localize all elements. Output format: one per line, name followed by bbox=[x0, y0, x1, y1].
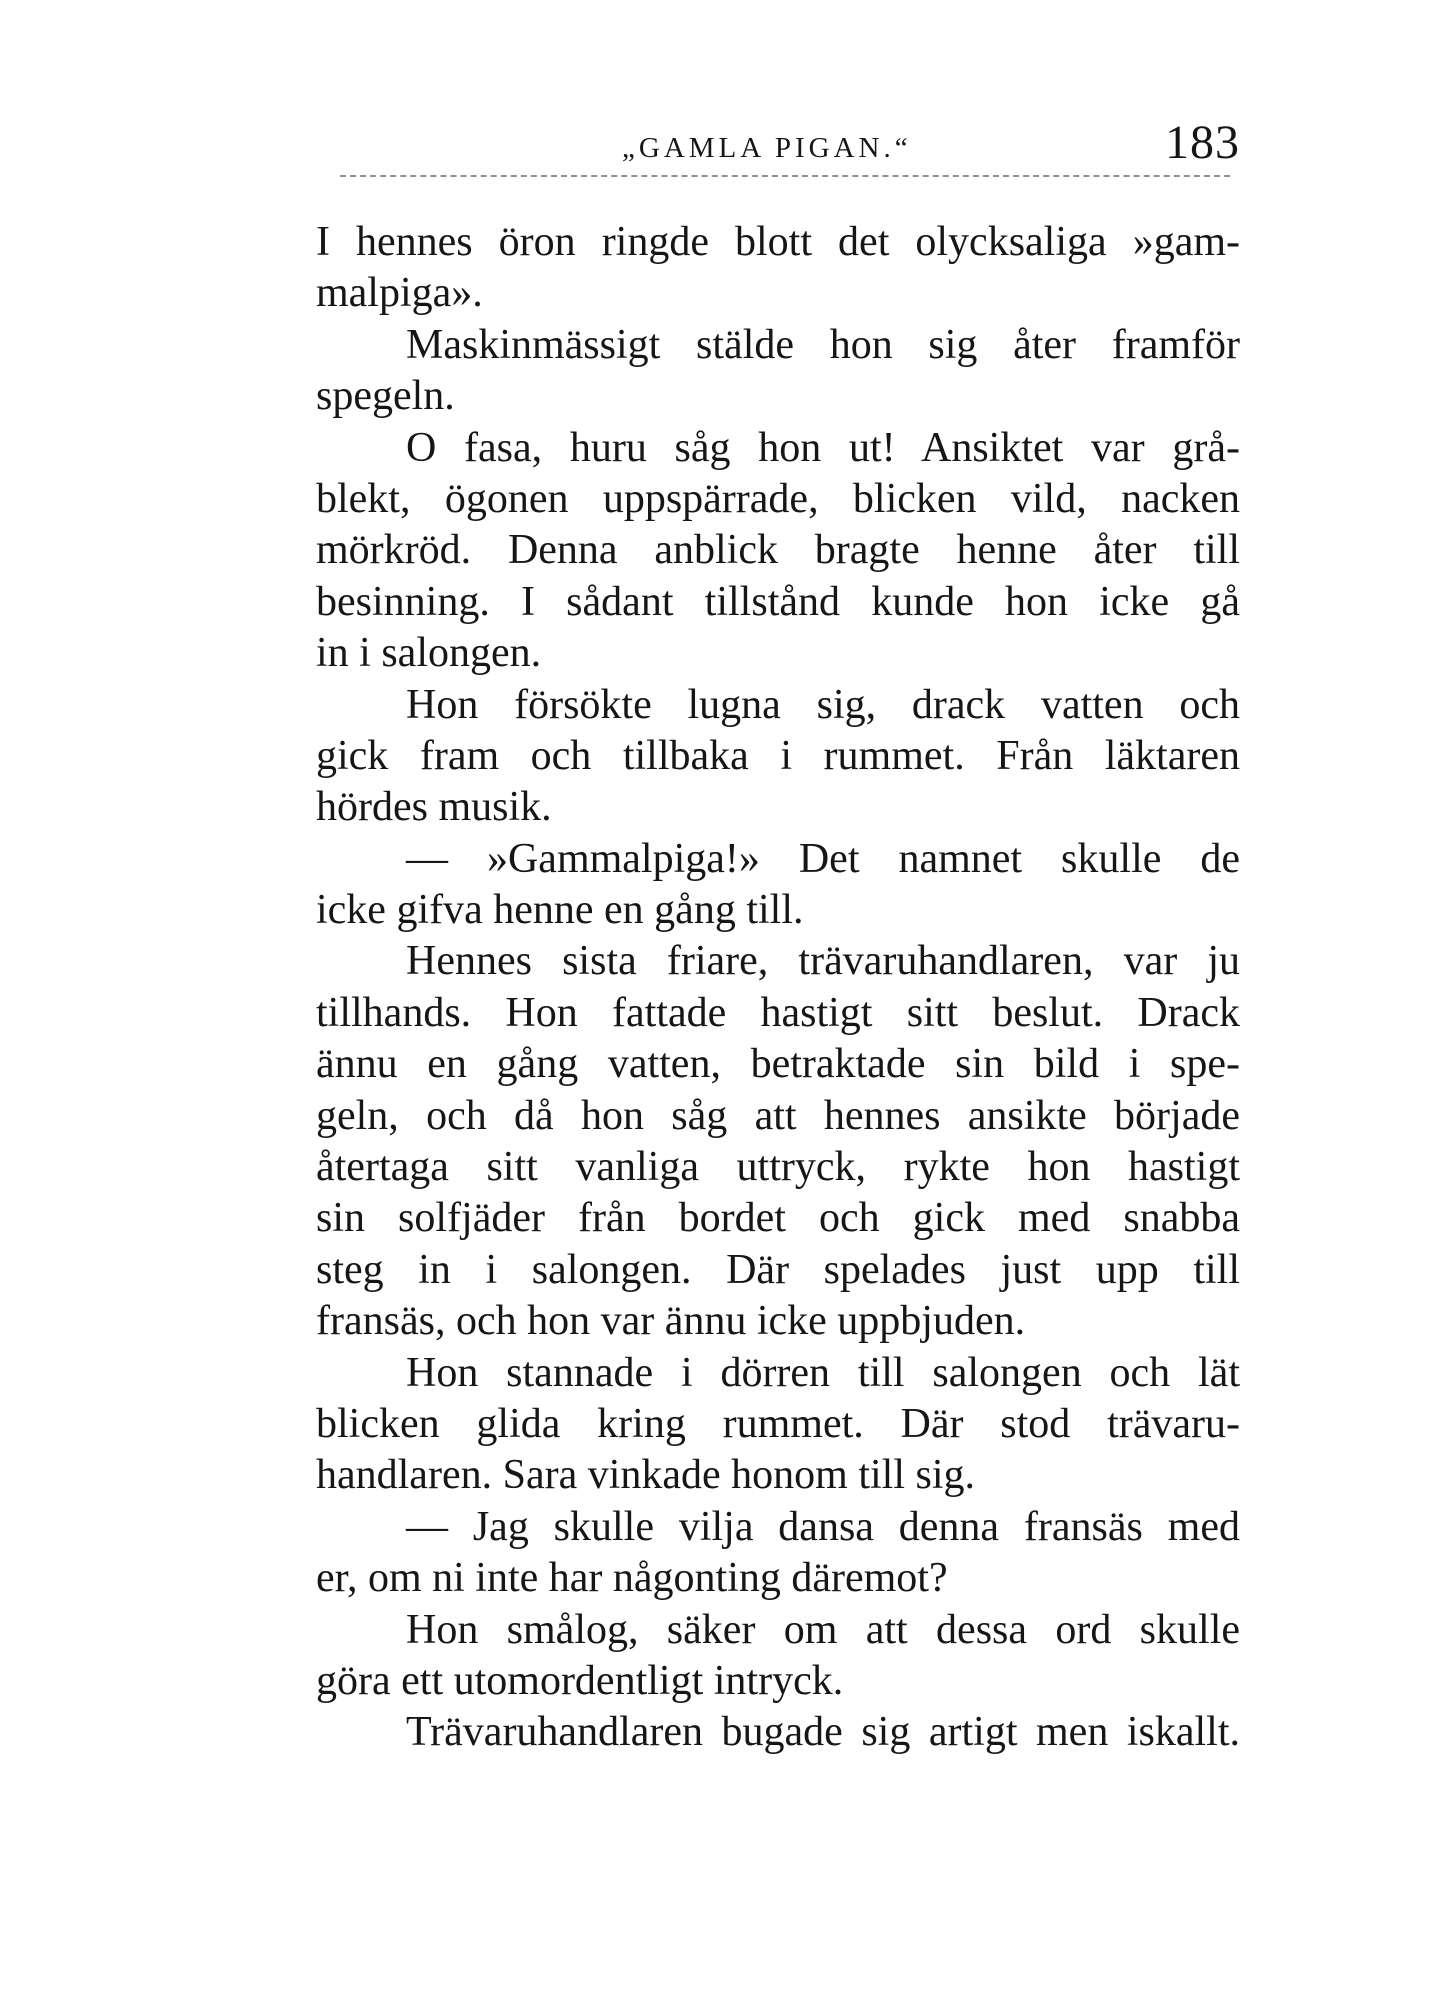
page-number: 183 bbox=[1165, 116, 1240, 169]
text-line: in i salongen. bbox=[316, 630, 542, 677]
text-line: handlaren. Sara vinkade honom till sig. bbox=[316, 1452, 976, 1499]
text-line: tillhands. Hon fattade hastigt sitt beslut. Drack bbox=[316, 989, 1240, 1036]
text-line: sin solfjäder från bordet och gick med snabba bbox=[316, 1195, 1240, 1242]
text-line: mörkröd. Denna anblick bragte henne åter till bbox=[316, 527, 1240, 574]
text-line: göra ett utomordentligt intryck. bbox=[316, 1657, 844, 1704]
text-line: hördes musik. bbox=[316, 784, 552, 831]
text-line: ännu en gång vatten, betraktade sin bild i spe- bbox=[316, 1041, 1240, 1088]
text-line: blicken glida kring rummet. Där stod trävaru- bbox=[316, 1400, 1240, 1447]
text-line: Hennes sista friare, trävaruhandlaren, var ju bbox=[406, 938, 1240, 985]
running-head bbox=[310, 112, 1240, 172]
text-line: spegeln. bbox=[316, 373, 455, 420]
text-line: malpiga». bbox=[316, 270, 483, 317]
header-rule bbox=[340, 175, 1230, 177]
text-line: er, om ni inte har någonting däremot? bbox=[316, 1555, 948, 1602]
text-line: Hon smålog, säker om att dessa ord skulle bbox=[406, 1606, 1240, 1653]
text-line: fransäs, och hon var ännu icke uppbjuden. bbox=[316, 1298, 1026, 1345]
text-line: Trävaruhandlaren bugade sig artigt men iskallt. bbox=[406, 1709, 1240, 1756]
running-title: „GAMLA PIGAN.“ bbox=[622, 132, 912, 164]
text-line: Maskinmässigt stälde hon sig åter framför bbox=[406, 321, 1240, 368]
text-line: — »Gammalpiga!» Det namnet skulle de bbox=[406, 835, 1240, 882]
text-line: geln, och då hon såg att hennes ansikte började bbox=[316, 1092, 1240, 1139]
text-line: icke gifva henne en gång till. bbox=[316, 887, 804, 934]
text-line: steg in i salongen. Där spelades just upp till bbox=[316, 1246, 1240, 1293]
text-line: — Jag skulle vilja dansa denna fransäs med bbox=[406, 1503, 1240, 1550]
body-text bbox=[316, 217, 1240, 1759]
text-line: Hon försökte lugna sig, drack vatten och bbox=[406, 681, 1240, 728]
text-line: återtaga sitt vanliga uttryck, rykte hon hastigt bbox=[316, 1144, 1240, 1191]
text-line: O fasa, huru såg hon ut! Ansiktet var grå- bbox=[406, 424, 1240, 471]
text-line: besinning. I sådant tillstånd kunde hon icke gå bbox=[316, 578, 1240, 625]
text-line: Hon stannade i dörren till salongen och lät bbox=[406, 1349, 1240, 1396]
text-line: blekt, ögonen uppspärrade, blicken vild, nacken bbox=[316, 475, 1240, 522]
text-line: gick fram och tillbaka i rummet. Från läktaren bbox=[316, 732, 1240, 779]
text-line: I hennes öron ringde blott det olycksaliga »gam- bbox=[316, 219, 1240, 265]
